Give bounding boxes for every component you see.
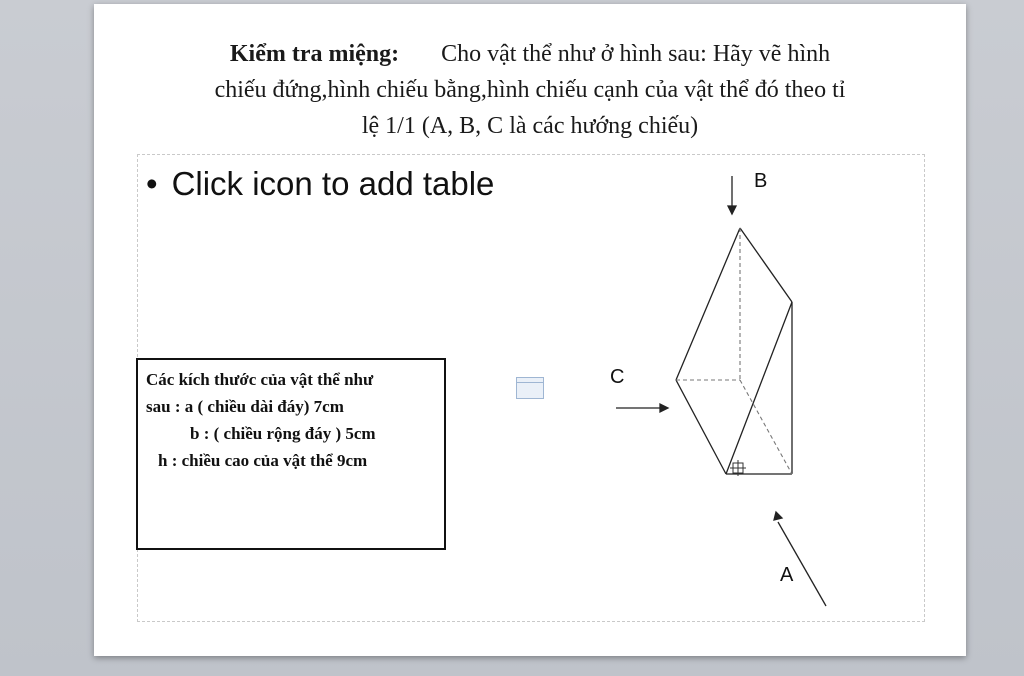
slide	[94, 4, 966, 656]
prism-hidden-edge	[740, 380, 792, 474]
placeholder-text: Click icon to add table	[171, 165, 495, 202]
prism-edge	[676, 380, 726, 474]
title-line-3: lệ 1/1 (A, B, C là các hướng chiếu)	[361, 113, 699, 139]
dimensions-line-3: b : ( chiều rộng đáy ) 5cm	[190, 424, 376, 443]
arrow-c-head	[660, 404, 668, 412]
title-text-1: Cho vật thể như ở hình sau: Hãy vẽ hình	[441, 41, 831, 67]
arrow-b-head	[728, 206, 736, 214]
label-a: A	[780, 564, 794, 586]
dimensions-line-2: sau : a ( chiều dài đáy) 7cm	[146, 397, 344, 416]
bullet-glyph: •	[146, 165, 158, 202]
arrow-a-head	[774, 512, 782, 520]
prism-drawing[interactable]	[94, 4, 966, 656]
prism-edge	[676, 228, 740, 380]
title-bold: Kiểm tra miệng:	[229, 41, 400, 67]
dimensions-line-4: h : chiều cao của vật thể 9cm	[158, 451, 368, 470]
dimensions-line-1: Các kích thước của vật thể như	[146, 370, 374, 389]
prism-edge	[726, 302, 792, 474]
prism-edge	[740, 228, 792, 302]
label-c: C	[610, 366, 625, 388]
label-b: B	[754, 170, 768, 192]
title-line-2: chiếu đứng,hình chiếu bằng,hình chiếu cạnh của vật thể đó theo tỉ	[214, 77, 846, 103]
